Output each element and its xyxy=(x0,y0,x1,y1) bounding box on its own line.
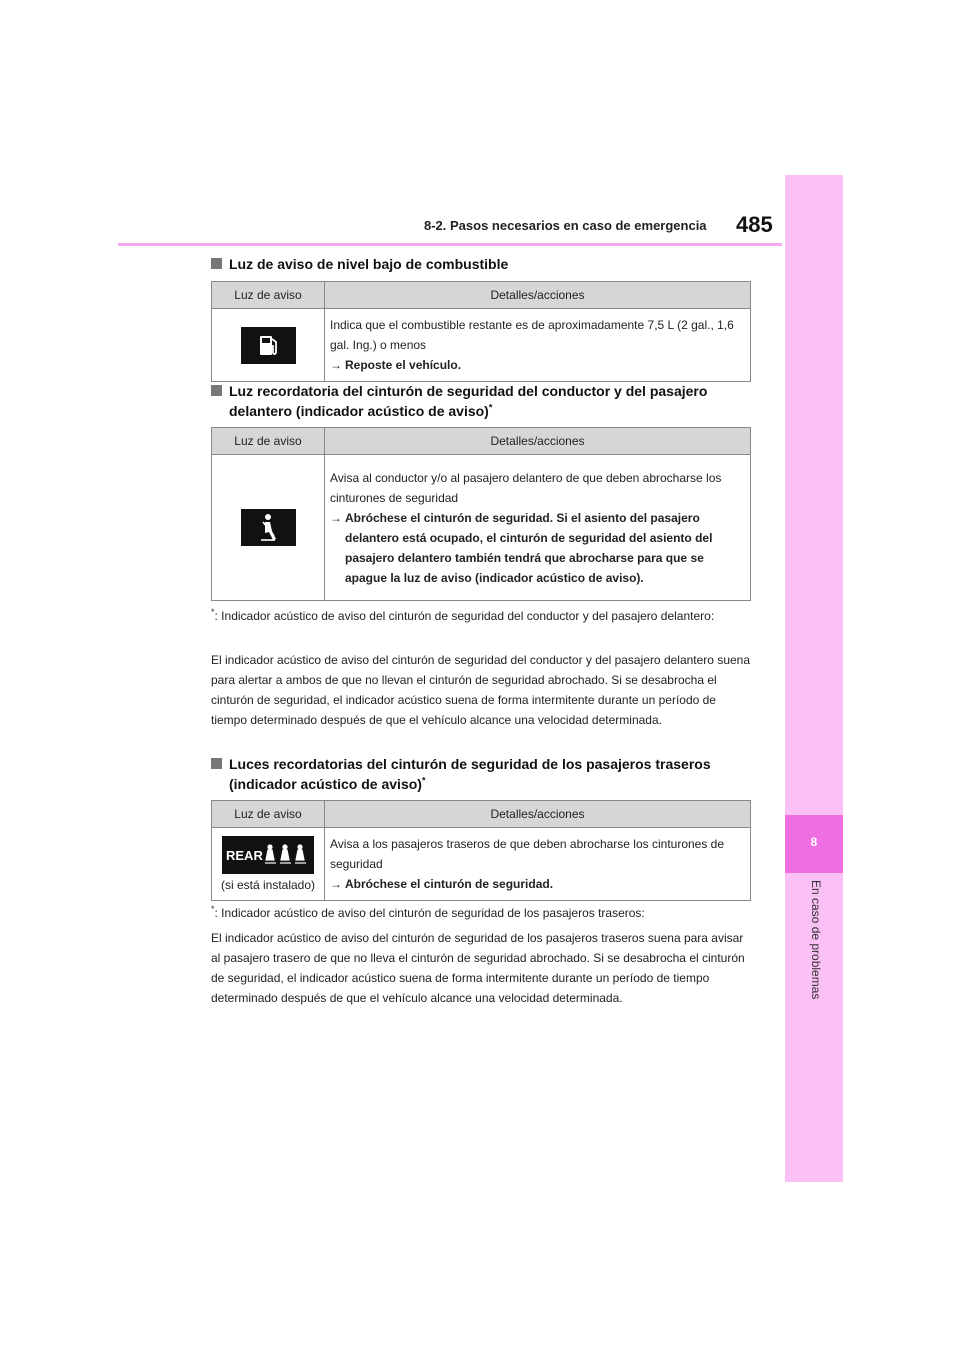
action-text: Abróchese el cinturón de seguridad. Si el asiento del pasajero delantero está ocupado, el cinturón de seguridad del asiento del pasajero delantero también tendrá que abrocharse para que se apague la luz de aviso (indicador acústico de aviso). xyxy=(345,510,713,585)
paragraph-front-seatbelt: El indicador acústico de aviso del cinturón de seguridad del conductor y del pasajero delantero suena para alertar a ambos de que no llevan el cinturón de seguridad abrochado. Si se desabrocha el cinturón de seguridad, el indicador acústico suena de forma intermitente durante un período de tiempo determinado después de que el vehículo alcance una velocidad determinada. xyxy=(211,653,751,727)
asterisk-mark: * xyxy=(211,904,215,914)
icon-cell xyxy=(212,309,325,382)
arrow-icon: → xyxy=(330,358,342,372)
asterisk-mark: * xyxy=(211,607,215,617)
footnote-front-seatbelt xyxy=(211,606,751,626)
icon-cell xyxy=(212,828,325,901)
asterisk-mark: * xyxy=(488,402,493,413)
section-title: Luz recordatoria del cinturón de seguridad del conductor y del pasajero delantero (indicador acústico de aviso) xyxy=(229,383,708,419)
action-line xyxy=(330,508,745,588)
header-warning-light: Luz de aviso xyxy=(212,428,325,455)
rear-label: REAR xyxy=(226,848,263,863)
table-header-row xyxy=(212,282,751,309)
section-heading-rear-seatbelt xyxy=(211,754,749,794)
table-header-row xyxy=(212,801,751,828)
warning-table-rear-seatbelt xyxy=(211,800,751,901)
detail-text: Avisa a los pasajeros traseros de que deben abrocharse los cinturones de seguridad xyxy=(330,837,725,871)
section-title: Luz de aviso de nivel bajo de combustible xyxy=(229,256,509,272)
header-details: Detalles/acciones xyxy=(325,282,751,309)
seatbelt-icon xyxy=(241,509,296,546)
header-details: Detalles/acciones xyxy=(325,801,751,828)
section-heading-front-seatbelt xyxy=(211,381,749,421)
installed-note: (si está instalado) xyxy=(220,878,316,892)
page-number: 485 xyxy=(736,212,773,237)
asterisk-mark: * xyxy=(421,775,426,786)
footnote-rear-seatbelt xyxy=(211,903,751,923)
side-band xyxy=(785,175,843,1182)
square-bullet-icon xyxy=(211,758,222,769)
detail-text: Avisa al conductor y/o al pasajero delantero de que deben abrocharse los cinturones de seguridad xyxy=(330,470,722,505)
arrow-icon: → xyxy=(330,510,342,525)
square-bullet-icon xyxy=(211,258,222,269)
rear-seatbelt-icon xyxy=(222,836,314,874)
header-section-title: 8-2. Pasos necesarios en caso de emergencia xyxy=(424,218,707,233)
table-row xyxy=(212,309,751,382)
section-title: Luces recordatorias del cinturón de seguridad de los pasajeros traseros (indicador acústico de aviso) xyxy=(229,756,711,792)
header-rule xyxy=(118,243,782,246)
header-warning-light: Luz de aviso xyxy=(212,801,325,828)
footnote-text: : Indicador acústico de aviso del cinturón de seguridad del conductor y del pasajero delantero: xyxy=(214,609,715,623)
table-header-row xyxy=(212,428,751,455)
action-text: Reposte el vehículo. xyxy=(345,358,462,372)
action-line xyxy=(330,355,745,375)
section-heading-fuel xyxy=(211,254,749,274)
icon-cell xyxy=(212,455,325,601)
chapter-tab-label: En caso de problemas xyxy=(809,880,823,1000)
details-cell xyxy=(325,309,751,382)
arrow-icon: → xyxy=(330,877,342,891)
warning-table-fuel xyxy=(211,281,751,382)
warning-table-front-seatbelt xyxy=(211,427,751,601)
table-row xyxy=(212,828,751,901)
square-bullet-icon xyxy=(211,385,222,396)
fuel-pump-icon xyxy=(241,327,296,364)
table-row xyxy=(212,455,751,601)
detail-text: Indica que el combustible restante es de aproximadamente 7,5 L (2 gal., 1,6 gal. Ing.) o menos xyxy=(330,318,734,352)
footnote-text: : Indicador acústico de aviso del cinturón de seguridad de los pasajeros traseros: xyxy=(214,906,645,920)
details-cell xyxy=(325,828,751,901)
details-cell xyxy=(325,455,751,601)
chapter-tab-number: 8 xyxy=(810,835,818,849)
header-details: Detalles/acciones xyxy=(325,428,751,455)
header-warning-light: Luz de aviso xyxy=(212,282,325,309)
paragraph-rear-seatbelt: El indicador acústico de aviso del cinturón de seguridad de los pasajeros traseros suena para avisar al pasajero trasero de que no lleva el cinturón de seguridad abrochado. Si se desabrocha el cinturón de seguridad, el indicador acústico suena de forma intermitente durante un período de tiempo determinado después de que el vehículo alcance una velocidad determinada. xyxy=(211,931,745,1005)
action-text: Abróchese el cinturón de seguridad. xyxy=(345,877,554,891)
action-line xyxy=(330,874,745,894)
